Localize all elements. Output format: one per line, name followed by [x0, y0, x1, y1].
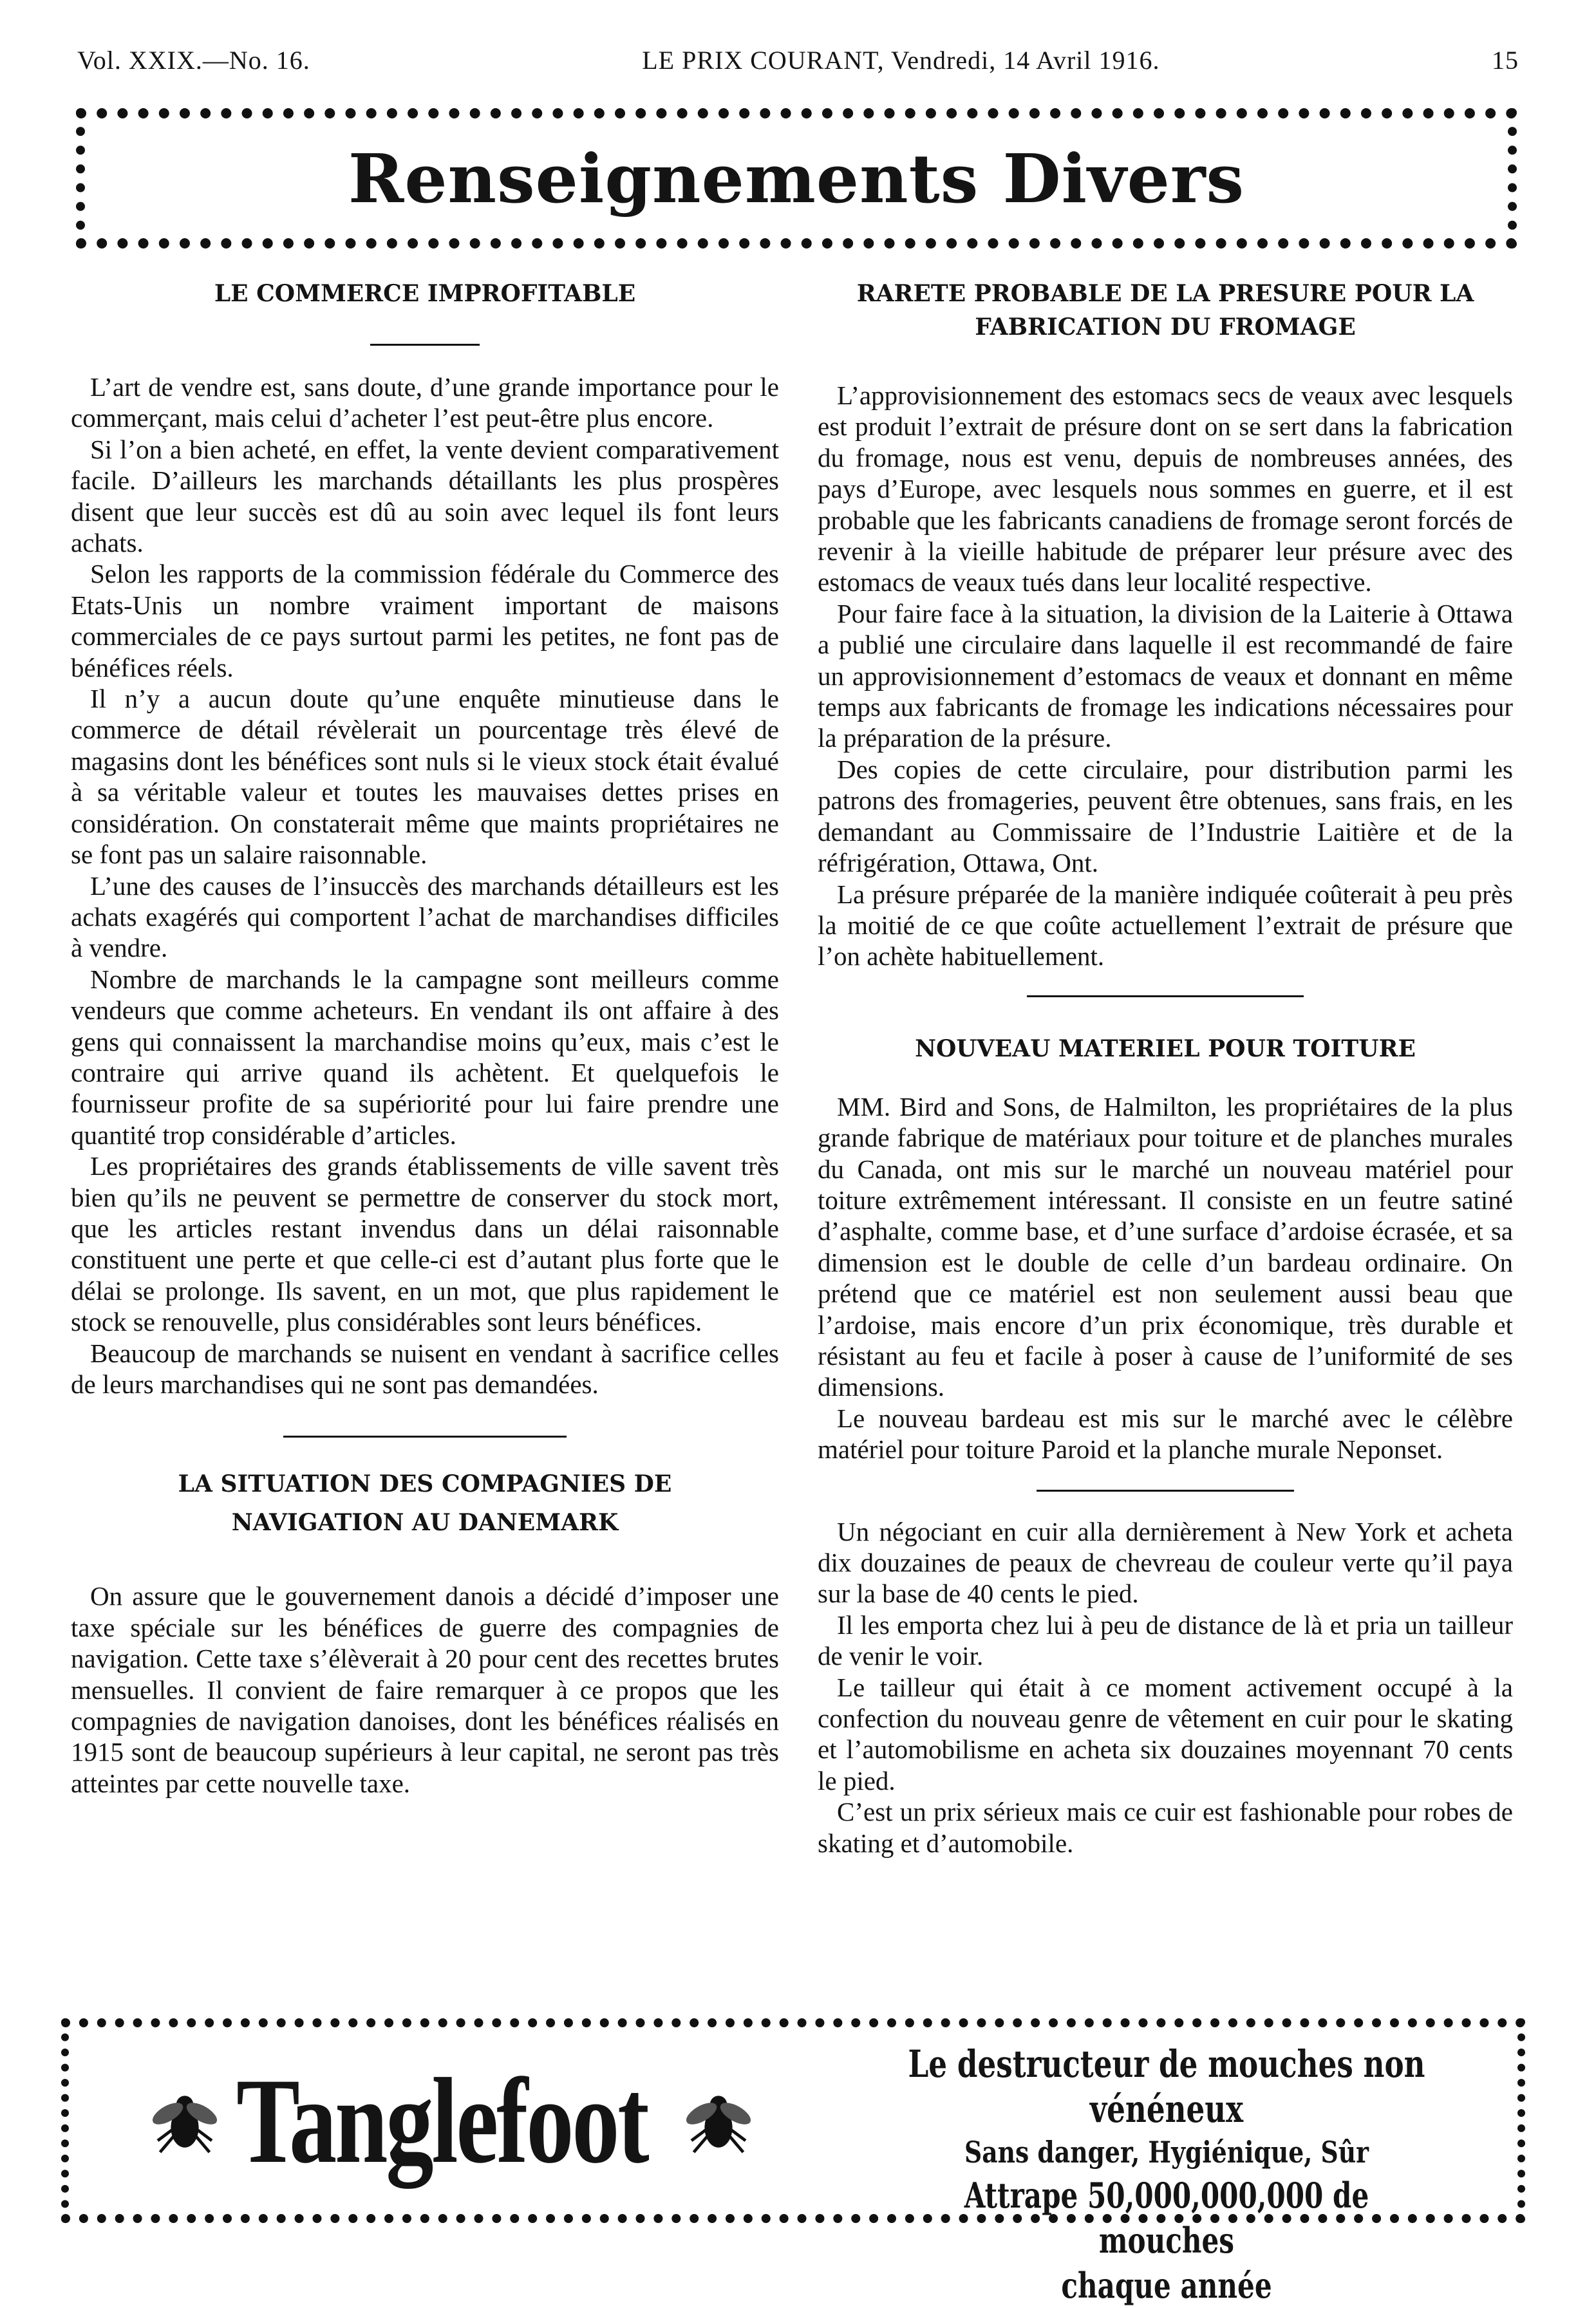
paragraph: L’art de vendre est, sans doute, d’une grande importance pour le commerçant, mais celui d’acheter l’est peut-être plus encore.: [71, 372, 779, 433]
article-cuir-vert: [818, 1516, 1513, 1859]
paragraph: Pour faire face à la situation, la division de la Laiterie à Ottawa a publié une circulaire dans laquelle il est recommandé de faire un approvisionnement d’estomacs de veaux et donnant en même temps aux fabricants de fromage les indications nécessaires pour la préparation de la présure.: [818, 598, 1513, 753]
article-title: LA SITUATION DES COMPAGNIES DE NAVIGATION AU DANEMARK: [178, 1470, 672, 1537]
section-title: Renseignements Divers: [348, 138, 1245, 218]
ad-line: Sans danger, Hygiénique, Sûr: [964, 2135, 1369, 2170]
ad-line: chaque année: [1061, 2265, 1272, 2306]
ad-brand: [146, 2054, 829, 2189]
article-rarete-presure: [818, 277, 1513, 972]
paragraph: Si l’on a bien acheté, en effet, la vente devient comparativement facile. D’ailleurs les marchands détaillants les plus prospères disent que leur succès est dû au soin avec lequel ils font leurs achats.: [71, 434, 779, 558]
paragraph: Le tailleur qui était à ce moment activement occupé à la confection du nouveau genre de vêtement en cuir pour le skating et l’automobilisme en acheta six douzaines moyennant 70 cents le pied.: [818, 1672, 1513, 1796]
paragraph: Nombre de marchands le la campagne sont meilleurs comme vendeurs que comme acheteurs. En vendant ils ont affaire à des gens qui connaissent la marchandise moins qu’eux, mais c’est le contraire qui arrive quand ils achètent. Et quelquefois le fournisseur profite de sa supériorité pour lui faire prendre une quantité trop considérable d’articles.: [71, 964, 779, 1150]
paragraph: On assure que le gouvernement danois a décidé d’imposer une taxe spéciale sur les bénéfices de guerre des compagnies de navigation. Cette taxe s’élèverait à 20 pour cent des recettes brutes mensuelles. Il convient de faire remarquer à ce propos que les compagnies de navigation danoises, dont les bénéfices réalisés en 1915 sont de beaucoup supérieurs à leur capital, ne seront pas très atteintes par cette nouvelle taxe.: [71, 1581, 779, 1798]
page-number: 15: [1492, 46, 1519, 75]
paragraph: La présure préparée de la manière indiquée coûterait à peu près la moitié de ce que coûte actuellement l’extrait de présure que l’on achète habituellement.: [818, 879, 1513, 971]
paragraph: Un négociant en cuir alla dernièrement à New York et acheta dix douzaines de peaux de chevreau de couleur verte qu’il paya sur la base de 40 cents le pied.: [818, 1516, 1513, 1609]
paragraph: Le nouveau bardeau est mis sur le marché avec le célèbre matériel pour toiture Paroid et la planche murale Neponset.: [818, 1403, 1513, 1465]
divider: [370, 344, 480, 346]
running-head: [77, 45, 1519, 84]
article-materiel-toiture: [818, 1032, 1513, 1465]
right-column: [818, 277, 1513, 1859]
article-title: RARETE PROBABLE DE LA PRESURE POUR LA FABRICATION DU FROMAGE: [856, 280, 1474, 341]
fly-icon: [146, 2083, 223, 2160]
ad-copy: [822, 2041, 1511, 2308]
article-navigation-danemark: [71, 1465, 779, 1799]
ad-line: Le destructeur de mouches non vénéneux: [908, 2042, 1425, 2131]
article-title: NOUVEAU MATERIEL POUR TOITURE: [915, 1035, 1416, 1062]
section-banner: [76, 108, 1517, 249]
fly-icon: [680, 2083, 757, 2160]
paragraph: L’une des causes de l’insuccès des marchands détailleurs est les achats exagérés qui comportent l’achat de marchandises difficiles à vendre.: [71, 870, 779, 963]
issue-number: Vol. XXIX.—No. 16.: [77, 46, 310, 75]
paragraph: Il les emporta chez lui à peu de distance de là et pria un tailleur de venir le voir.: [818, 1609, 1513, 1671]
article-commerce-improfitable: [71, 277, 779, 1400]
paragraph: Les propriétaires des grands établissements de ville savent très bien qu’ils ne peuvent se permettre de conserver du stock mort, que les articles restant invendus dans un délai raisonnable constituent une perte et que celle-ci est d’autant plus forte que le délai se prolonge. Ils savent, en un mot, que plus rapidement le stock se renouvelle, plus considérables sont leurs bénéfices.: [71, 1151, 779, 1337]
divider: [1027, 995, 1304, 997]
left-column: [71, 277, 779, 1799]
paragraph: MM. Bird and Sons, de Halmilton, les propriétaires de la plus grande fabrique de matériaux pour toiture et de planches murales du Canada, ont mis sur le marché un nouveau matériel pour toiture extrêmement intéressant. Il consiste en un feutre satiné d’asphalte, comme base, et d’une surface d’ardoise écrasée, et sa dimension est le double de celle d’un bardeau ordinaire. On prétend que ce matériel est non seulement aussi beau que l’ardoise, mais encore d’un prix économique, très durable et résistant au feu et facile à poser à cause de l’uniformité de ses dimensions.: [818, 1091, 1513, 1402]
paragraph: Beaucoup de marchands se nuisent en vendant à sacrifice celles de leurs marchandises qui ne sont pas demandées.: [71, 1338, 779, 1399]
tanglefoot-advertisement: [61, 2018, 1525, 2306]
paragraph: Selon les rapports de la commission fédérale du Commerce des Etats-Unis un nombre vraiment important de maisons commerciales de ce pays surtout parmi les petites, ne font pas de bénéfices réels.: [71, 559, 779, 682]
publication-title-date: LE PRIX COURANT, Vendredi, 14 Avril 1916.: [642, 46, 1160, 75]
divider: [283, 1436, 567, 1438]
paragraph: C’est un prix sérieux mais ce cuir est fashionable pour robes de skating et d’automobile.: [818, 1797, 1513, 1858]
ad-line: Attrape 50,000,000,000 de mouches: [964, 2175, 1369, 2261]
article-title: LE COMMERCE IMPROFITABLE: [214, 280, 636, 307]
divider: [1037, 1490, 1294, 1492]
paragraph: Des copies de cette circulaire, pour distribution parmi les patrons des fromageries, peuvent être obtenues, sans frais, en les demandant au Commissaire de l’Industrie Laitière et de la réfrigération, Ottawa, Ont.: [818, 754, 1513, 878]
paragraph: L’approvisionnement des estomacs secs de veaux avec lesquels est produit l’extrait de présure dont on se sert dans la fabrication du fromage, nous est venu, depuis de nombreuses années, des pays d’Europe, avec lesquels nous sommes en guerre, et il est probable que les fabricants canadiens de fromage seront forcés de revenir à la vieille habitude de préparer leur présure avec des estomacs de veaux tués dans leur localité respective.: [818, 380, 1513, 597]
paragraph: Il n’y a aucun doute qu’une enquête minutieuse dans le commerce de détail révèlerait un pourcentage très élevé de magasins dont les bénéfices sont nuls si le vieux stock était évalué à sa véritable valeur et toutes les mauvaises dettes prises en considération. On constaterait même que maints propriétaires ne se font pas un salaire raisonnable.: [71, 684, 779, 870]
brand-name: Tanglefoot: [236, 2054, 648, 2189]
